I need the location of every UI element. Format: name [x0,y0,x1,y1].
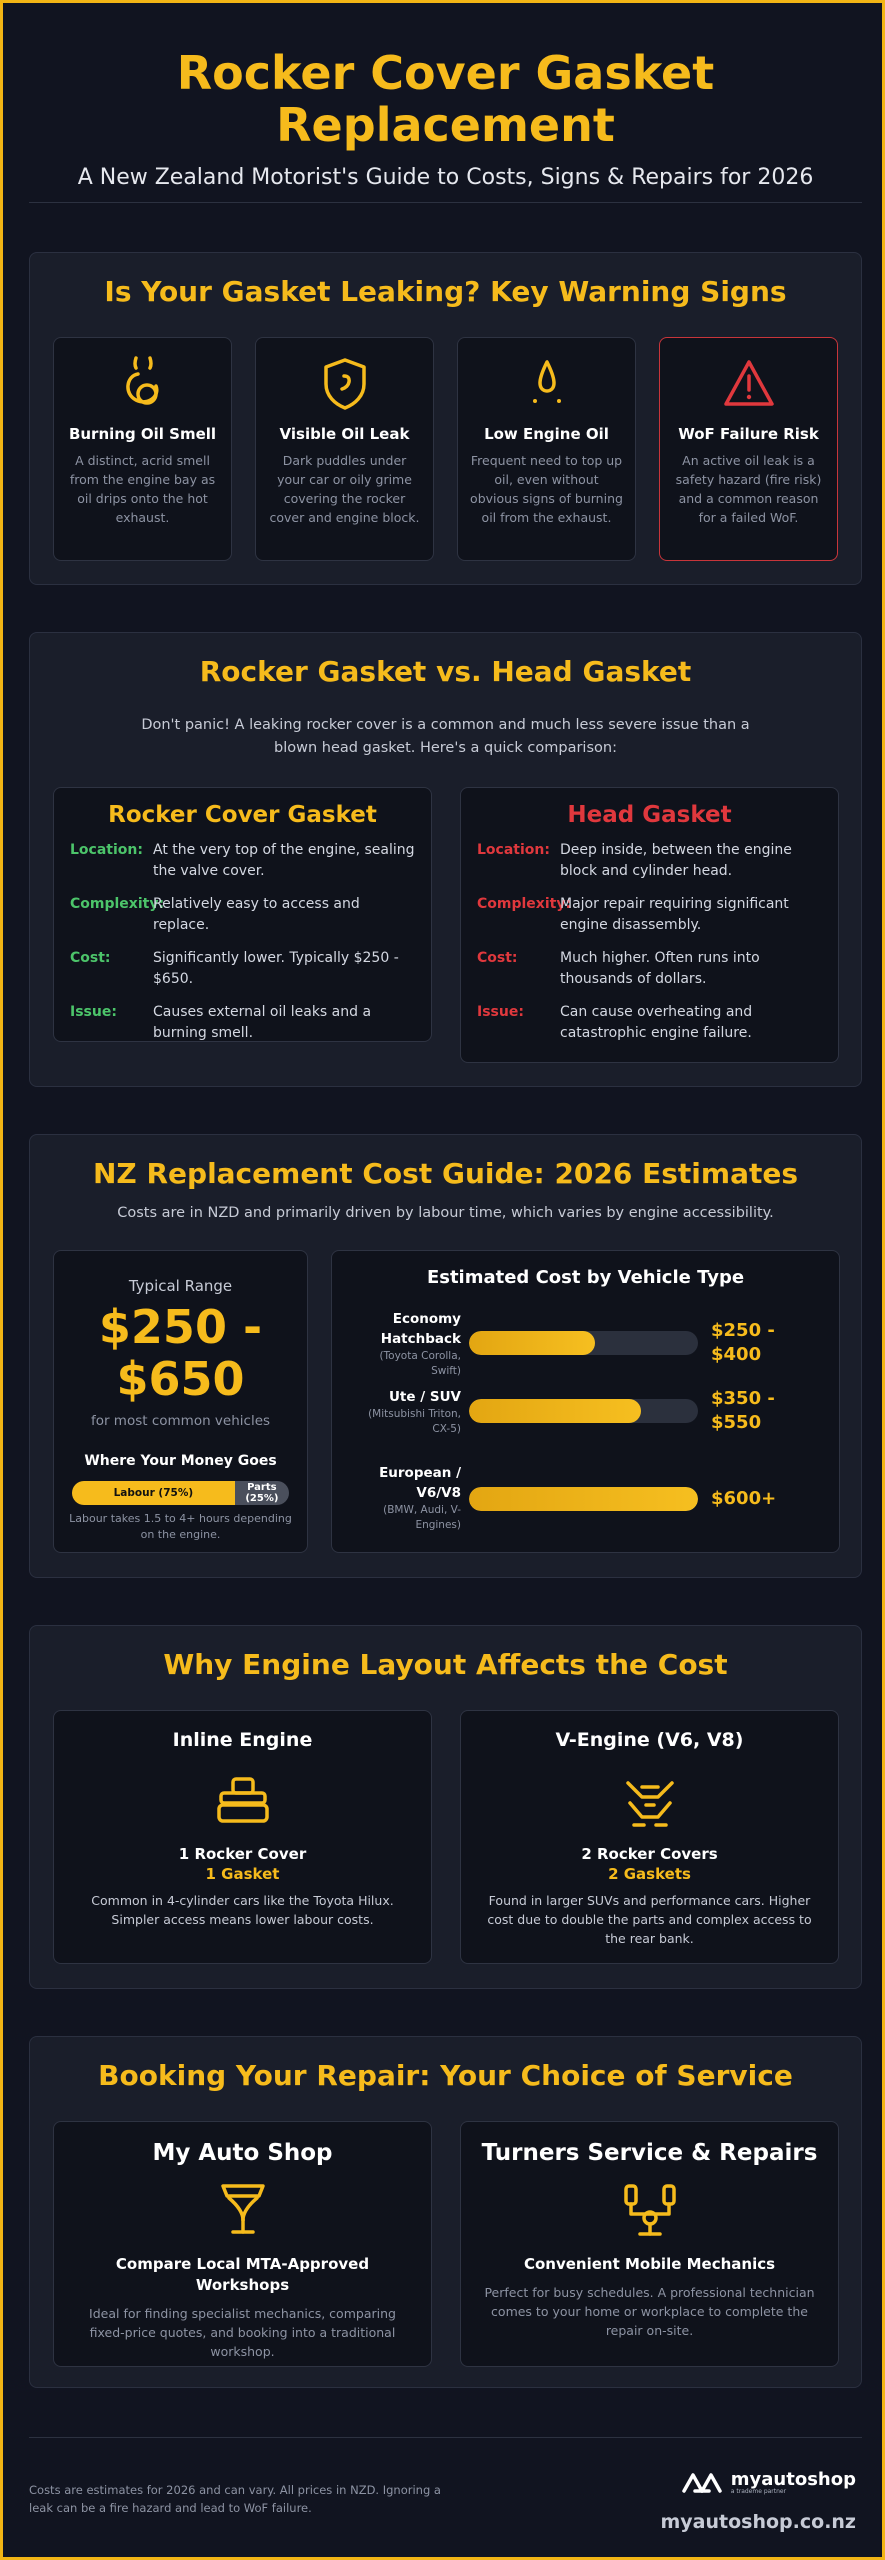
page-title: Rocker Cover Gasket Replacement [176,46,715,152]
footer-disclaimer: Costs are estimates for 2026 and can vary. All prices in NZD. Ignoring a leak can be a fire hazard and lead to WoF failure. [29,2483,441,2515]
cost-guide-section [29,1134,862,1578]
row-key: Cost: [477,950,518,966]
warning-triangle-icon [722,354,776,412]
sign-card-low-oil [457,337,636,561]
cost-intro: Costs are in NZD and primarily driven by labour time, which varies by engine accessibility. [117,1205,774,1221]
mobile-mechanic-icon [622,2180,678,2238]
engine-card-text: Found in larger SUVs and performance cars. Higher cost due to double the parts and complex access to the rear bank. [487,1893,812,1946]
engine-layout-section [29,1625,862,1989]
booking-section [29,2036,862,2388]
cost-bar-fill [469,1399,641,1423]
vehicle-name [361,1387,461,1437]
vehicle-cost-card [331,1250,840,1553]
vehicle-type: Economy Hatchback [380,1311,461,1347]
section-title: Is Your Gasket Leaking? Key Warning Signs [104,275,787,308]
row-value: At the very top of the engine, sealing the valve cover. [153,842,415,879]
engine-cover-count: 2 Rocker Covers [581,1845,718,1863]
row-key: Location: [477,842,550,858]
cost-bar-track [469,1399,698,1423]
smell-icon [116,354,170,412]
rocker-row-issue [70,1002,415,1044]
row-key: Complexity: [70,896,165,912]
row-key: Location: [70,842,143,858]
vehicle-type: European / V6/V8 [379,1465,461,1501]
row-value: Major repair requiring significant engine disassembly. [560,896,789,933]
vehicle-name [361,1309,461,1379]
sign-title: Burning Oil Smell [68,425,217,443]
cost-split-bar [72,1481,289,1505]
sign-text: An active oil leak is a safety hazard (fire risk) and a common reason for a failed WoF. [675,453,822,525]
inline-engine-icon [213,1775,273,1829]
head-row-complexity [477,894,822,936]
typical-range-card [53,1250,308,1553]
service-subtitle: Compare Local MTA-Approved Workshops [115,2255,370,2294]
cost-bar-fill [469,1331,595,1355]
turners-service-card[interactable] [460,2121,839,2367]
section-title: Booking Your Repair: Your Choice of Service [98,2059,793,2092]
vehicle-examples: (Mitsubishi Triton, CX-5) [368,1408,461,1435]
rocker-card-title: Rocker Cover Gasket [108,802,377,828]
row-value: Can cause overheating and catastrophic engine failure. [560,1004,753,1041]
rocker-gasket-card [53,787,432,1042]
row-key: Issue: [70,1004,117,1020]
v-engine-card [460,1710,839,1964]
engine-card-title: Inline Engine [172,1729,313,1751]
service-title: My Auto Shop [152,2140,333,2166]
row-value: Much higher. Often runs into thousands of dollars. [560,950,760,987]
row-value: Significantly lower. Typically $250 - $650. [153,950,399,987]
head-gasket-card [460,787,839,1063]
my-auto-shop-card[interactable] [53,2121,432,2367]
brand-logo[interactable] [681,2469,856,2495]
row-value: Causes external oil leaks and a burning smell. [153,1004,372,1041]
page-header [29,47,862,190]
section-title: NZ Replacement Cost Guide: 2026 Estimates [92,1157,799,1190]
shield-icon [318,354,372,412]
head-card-title: Head Gasket [567,802,732,828]
myautoshop-logo-icon [681,2469,725,2495]
engine-gasket-count: 1 Gasket [205,1865,280,1883]
cost-bar-fill [469,1487,698,1511]
sign-text: Dark puddles under your car or oily grime covering the rocker cover and engine block. [269,453,420,525]
vehicle-price: $350 - $550 [711,1388,775,1433]
rocker-row-location [70,840,415,882]
sign-title: Visible Oil Leak [279,425,410,443]
row-key: Cost: [70,950,111,966]
rocker-row-cost [70,948,415,990]
head-row-issue [477,1002,822,1044]
sign-title: Low Engine Oil [484,425,609,443]
v-engine-icon [620,1775,680,1829]
section-title: Why Engine Layout Affects the Cost [163,1648,728,1681]
vehicle-price: $600+ [711,1488,777,1509]
row-key: Issue: [477,1004,524,1020]
engine-card-title: V-Engine (V6, V8) [555,1729,744,1751]
vehicle-cost-title: Estimated Cost by Vehicle Type [426,1267,745,1288]
brand-name: myautoshop [730,2469,856,2490]
oil-drop-icon [520,354,574,412]
row-key: Complexity: [477,896,572,912]
inline-engine-card [53,1710,432,1964]
head-row-location [477,840,822,882]
comparison-section [29,632,862,1087]
sign-card-wof [659,337,838,561]
engine-card-text: Common in 4-cylinder cars like the Toyota Hilux. Simpler access means lower labour costs. [91,1893,394,1927]
head-row-cost [477,948,822,990]
engine-gasket-count: 2 Gaskets [608,1865,691,1883]
sign-text: Frequent need to top up oil, even without obvious signs of burning oil from the exhaust. [470,453,623,525]
labour-segment: Labour (75%) [72,1481,235,1505]
service-subtitle: Convenient Mobile Mechanics [523,2255,776,2273]
brand-tagline: a trademe partner [730,2488,787,2495]
warning-signs-section [29,252,862,585]
labour-note: Labour takes 1.5 to 4+ hours depending on the engine. [69,1512,292,1541]
range-note: for most common vehicles [90,1413,271,1429]
rocker-row-complexity [70,894,415,936]
vehicle-price: $250 - $400 [711,1320,775,1365]
section-title: Rocker Gasket vs. Head Gasket [199,655,692,688]
engine-cover-count: 1 Rocker Cover [178,1845,307,1863]
header-divider [29,202,862,203]
cost-bar-track [469,1331,698,1355]
row-value: Relatively easy to access and replace. [153,896,360,933]
cost-bar-track [469,1487,698,1511]
service-title: Turners Service & Repairs [481,2140,818,2166]
page-subtitle: A New Zealand Motorist's Guide to Costs, Signs & Repairs for 2026 [77,165,814,190]
vehicle-examples: (BMW, Audi, V-Engines) [383,1504,461,1531]
row-value: Deep inside, between the engine block and cylinder head. [560,842,792,879]
service-text: Ideal for finding specialist mechanics, comparing fixed-price quotes, and booking into a traditional workshop. [89,2306,396,2359]
comparison-intro: Don't panic! A leaking rocker cover is a common and much less severe issue than a blown head gasket. Here's a quick comparison: [141,717,750,756]
sign-text: A distinct, acrid smell from the engine bay as oil drips onto the hot exhaust. [69,453,216,525]
money-title: Where Your Money Goes [84,1453,277,1469]
sign-card-smell [53,337,232,561]
footer-divider [29,2437,862,2438]
range-label: Typical Range [128,1277,233,1295]
parts-segment: Parts (25%) [235,1481,289,1505]
vehicle-type: Ute / SUV [388,1389,461,1405]
site-link[interactable]: myautoshop.co.nz [660,2511,856,2533]
service-text: Perfect for busy schedules. A professional technician comes to your home or workplace to complete the repair on-site. [484,2285,815,2338]
workshop-lift-icon [215,2180,271,2238]
vehicle-name [361,1463,461,1533]
range-value: $250 - $650 [98,1300,263,1406]
sign-title: WoF Failure Risk [678,425,819,443]
sign-card-leak [255,337,434,561]
vehicle-examples: (Toyota Corolla, Swift) [379,1350,461,1377]
